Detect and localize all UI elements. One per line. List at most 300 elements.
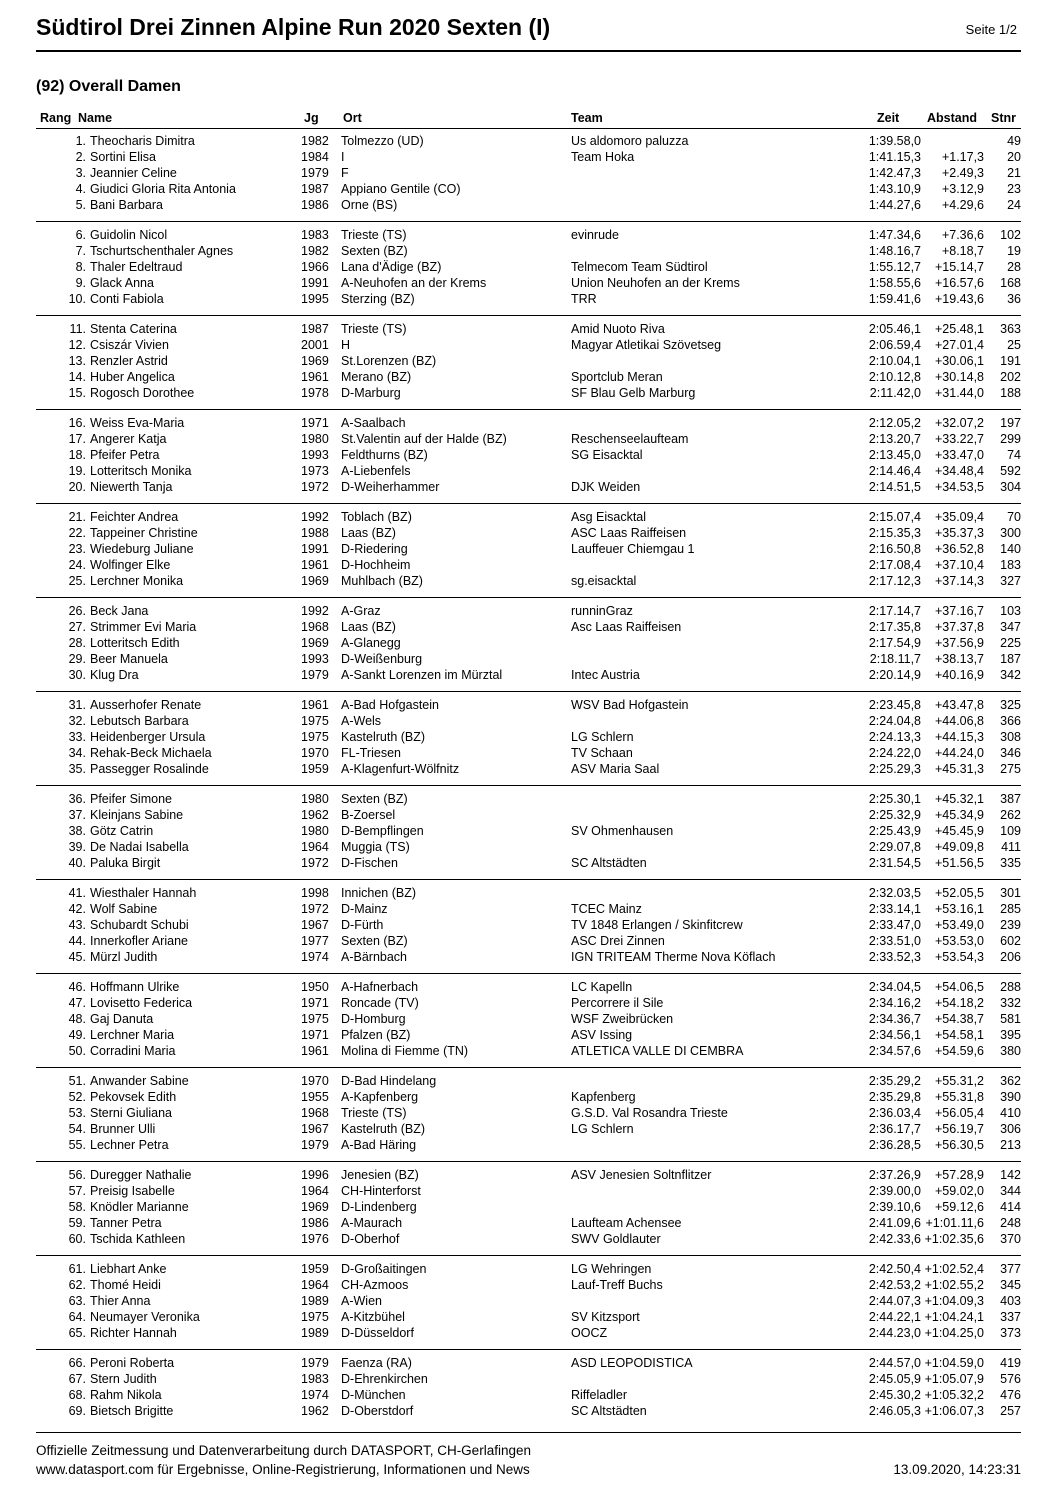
year-cell: 1959 [301, 762, 329, 776]
time-cell: 2:32.03,5 [868, 886, 921, 900]
time-cell: 2:24.13,3 [868, 730, 921, 744]
rank-cell: 31. [68, 698, 86, 712]
result-group [36, 1255, 1021, 1349]
bib-cell: 373 [1000, 1326, 1021, 1340]
name-cell: Thier Anna [90, 1294, 151, 1308]
col-jg: Jg [304, 111, 319, 125]
name-cell: Renzler Astrid [90, 354, 168, 368]
gap-cell: +49.09,8 [934, 840, 984, 854]
team-cell: Union Neuhofen an der Krems [571, 276, 740, 290]
rank-cell: 59. [68, 1216, 86, 1230]
table-row [36, 950, 1021, 966]
gap-cell: +30.14,8 [934, 370, 984, 384]
table-row [36, 150, 1021, 166]
location-cell: B-Zoersel [341, 808, 396, 822]
gap-cell: +3.12,9 [941, 182, 984, 196]
time-cell: 2:06.59,4 [868, 338, 921, 352]
bib-cell: 335 [1000, 856, 1021, 870]
table-row [36, 1388, 1021, 1404]
rank-cell: 22. [68, 526, 86, 540]
gap-cell: +36.52,8 [934, 542, 984, 556]
location-cell: D-Riedering [341, 542, 408, 556]
bib-cell: 19 [1007, 244, 1021, 258]
bib-cell: 25 [1007, 338, 1021, 352]
table-row [36, 448, 1021, 464]
bib-cell: 70 [1007, 510, 1021, 524]
rank-cell: 34. [68, 746, 86, 760]
gap-cell: +54.06,5 [934, 980, 984, 994]
table-row [36, 292, 1021, 308]
year-cell: 1991 [301, 542, 329, 556]
table-row [36, 1294, 1021, 1310]
location-cell: CH-Hinterforst [341, 1184, 421, 1198]
time-cell: 1:39.58,0 [868, 134, 921, 148]
location-cell: H [341, 338, 351, 352]
table-row [36, 698, 1021, 714]
time-cell: 2:34.56,1 [868, 1028, 921, 1042]
team-cell: Asg Eisacktal [571, 510, 647, 524]
location-cell: D-Bempflingen [341, 824, 424, 838]
table-row [36, 1372, 1021, 1388]
rank-cell: 7. [75, 244, 86, 258]
location-cell: D-Düsseldorf [341, 1326, 414, 1340]
name-cell: Pekovsek Edith [90, 1090, 177, 1104]
location-cell: Toblach (BZ) [341, 510, 412, 524]
team-cell: Asc Laas Raiffeisen [571, 620, 682, 634]
name-cell: Huber Angelica [90, 370, 175, 384]
team-cell: Percorrere il Sile [571, 996, 664, 1010]
gap-cell: +56.05,4 [934, 1106, 984, 1120]
location-cell: Jenesien (BZ) [341, 1168, 419, 1182]
result-group [36, 597, 1021, 691]
team-cell: SV Ohmenhausen [571, 824, 674, 838]
location-cell: D-Homburg [341, 1012, 406, 1026]
time-cell: 2:34.57,6 [868, 1044, 921, 1058]
bib-cell: 390 [1000, 1090, 1021, 1104]
time-cell: 2:34.04,5 [868, 980, 921, 994]
name-cell: Theocharis Dimitra [90, 134, 195, 148]
rank-cell: 42. [68, 902, 86, 916]
year-cell: 1969 [301, 354, 329, 368]
time-cell: 2:25.43,9 [868, 824, 921, 838]
location-cell: Sexten (BZ) [341, 244, 408, 258]
name-cell: Lerchner Monika [90, 574, 184, 588]
team-cell: TCEC Mainz [571, 902, 642, 916]
gap-cell: +37.10,4 [934, 558, 984, 572]
name-cell: Rahm Nikola [90, 1388, 162, 1402]
table-row [36, 260, 1021, 276]
table-row [36, 198, 1021, 214]
location-cell: Kastelruth (BZ) [341, 1122, 426, 1136]
year-cell: 1993 [301, 652, 329, 666]
name-cell: Gaj Danuta [90, 1012, 154, 1026]
year-cell: 1970 [301, 1074, 329, 1088]
time-cell: 2:25.29,3 [868, 762, 921, 776]
gap-cell: +54.58,1 [934, 1028, 984, 1042]
rank-cell: 52. [68, 1090, 86, 1104]
bib-cell: 581 [1000, 1012, 1021, 1026]
year-cell: 1973 [301, 464, 329, 478]
gap-cell: +37.14,3 [934, 574, 984, 588]
year-cell: 1959 [301, 1262, 329, 1276]
time-cell: 2:44.23,0 [868, 1326, 921, 1340]
col-stnr: Stnr [991, 111, 1016, 125]
bib-cell: 202 [1000, 370, 1021, 384]
gap-cell: +59.02,0 [934, 1184, 984, 1198]
team-cell: TV Schaan [571, 746, 633, 760]
name-cell: Stern Judith [90, 1372, 157, 1386]
location-cell: Kastelruth (BZ) [341, 730, 426, 744]
team-cell: ATLETICA VALLE DI CEMBRA [571, 1044, 744, 1058]
time-cell: 2:35.29,8 [868, 1090, 921, 1104]
bib-cell: 308 [1000, 730, 1021, 744]
name-cell: Beer Manuela [90, 652, 168, 666]
location-cell: A-Saalbach [341, 416, 406, 430]
gap-cell: +30.06,1 [934, 354, 984, 368]
team-cell: ASV Issing [571, 1028, 633, 1042]
name-cell: Heidenberger Ursula [90, 730, 206, 744]
location-cell: A-Graz [341, 604, 381, 618]
location-cell: D-Fürth [341, 918, 384, 932]
location-cell: Orne (BS) [341, 198, 398, 212]
time-cell: 1:55.12,7 [868, 260, 921, 274]
name-cell: Kleinjans Sabine [90, 808, 184, 822]
bib-cell: 257 [1000, 1404, 1021, 1418]
location-cell: D-Hochheim [341, 558, 411, 572]
time-cell: 2:20.14,9 [868, 668, 921, 682]
rank-cell: 27. [68, 620, 86, 634]
location-cell: D-Oberhof [341, 1232, 400, 1246]
rank-cell: 49. [68, 1028, 86, 1042]
rank-cell: 29. [68, 652, 86, 666]
team-cell: ASC Laas Raiffeisen [571, 526, 687, 540]
table-row [36, 1028, 1021, 1044]
name-cell: Ausserhofer Renate [90, 698, 202, 712]
table-row [36, 370, 1021, 386]
bib-cell: 28 [1007, 260, 1021, 274]
gap-cell: +44.15,3 [934, 730, 984, 744]
location-cell: Trieste (TS) [341, 322, 407, 336]
table-row [36, 730, 1021, 746]
time-cell: 2:25.30,1 [868, 792, 921, 806]
table-row [36, 480, 1021, 496]
time-cell: 2:05.46,1 [868, 322, 921, 336]
time-cell: 2:25.32,9 [868, 808, 921, 822]
time-cell: 2:34.16,2 [868, 996, 921, 1010]
team-cell: SC Altstädten [571, 1404, 647, 1418]
name-cell: Bani Barbara [90, 198, 163, 212]
year-cell: 1992 [301, 604, 329, 618]
gap-cell: +59.12,6 [934, 1200, 984, 1214]
name-cell: Wiesthaler Hannah [90, 886, 197, 900]
table-row [36, 1404, 1021, 1418]
name-cell: Lovisetto Federica [90, 996, 193, 1010]
table-row [36, 276, 1021, 292]
table-row [36, 1106, 1021, 1122]
table-row [36, 668, 1021, 684]
team-cell: Telmecom Team Südtirol [571, 260, 708, 274]
bib-cell: 300 [1000, 526, 1021, 540]
time-cell: 2:42.53,2 [868, 1278, 921, 1292]
rank-cell: 2. [75, 150, 86, 164]
year-cell: 1961 [301, 370, 329, 384]
location-cell: A-Bad Hofgastein [341, 698, 439, 712]
name-cell: Lotteritsch Monika [90, 464, 192, 478]
bib-cell: 411 [1001, 840, 1021, 854]
name-cell: Pfeifer Petra [90, 448, 160, 462]
rank-cell: 62. [68, 1278, 86, 1292]
rank-cell: 10. [68, 292, 86, 306]
year-cell: 1976 [301, 1232, 329, 1246]
table-row [36, 1356, 1021, 1372]
location-cell: Molina di Fiemme (TN) [341, 1044, 469, 1058]
year-cell: 1984 [301, 150, 329, 164]
time-cell: 2:33.51,0 [868, 934, 921, 948]
time-cell: 2:13.20,7 [868, 432, 921, 446]
time-cell: 2:24.22,0 [868, 746, 921, 760]
result-group [36, 973, 1021, 1067]
year-cell: 1987 [301, 182, 329, 196]
table-row [36, 244, 1021, 260]
rank-cell: 36. [68, 792, 86, 806]
location-cell: A-Bad Häring [341, 1138, 417, 1152]
table-row [36, 1184, 1021, 1200]
gap-cell: +35.37,3 [934, 526, 984, 540]
location-cell: I [341, 150, 345, 164]
gap-cell: +32.07,2 [934, 416, 984, 430]
year-cell: 1992 [301, 510, 329, 524]
gap-cell: +38.13,7 [934, 652, 984, 666]
bib-cell: 262 [1000, 808, 1021, 822]
year-cell: 1979 [301, 668, 329, 682]
team-cell: DJK Weiden [571, 480, 641, 494]
year-cell: 1975 [301, 1012, 329, 1026]
table-row [36, 432, 1021, 448]
rank-cell: 30. [68, 668, 86, 682]
bib-cell: 23 [1007, 182, 1021, 196]
time-cell: 2:39.00,0 [868, 1184, 921, 1198]
bib-cell: 140 [1000, 542, 1021, 556]
year-cell: 1972 [301, 480, 329, 494]
gap-cell: +56.19,7 [934, 1122, 984, 1136]
bib-cell: 285 [1000, 902, 1021, 916]
rank-cell: 28. [68, 636, 86, 650]
name-cell: Brunner Ulli [90, 1122, 156, 1136]
result-group [36, 1349, 1021, 1418]
location-cell: Merano (BZ) [341, 370, 412, 384]
rank-cell: 45. [68, 950, 86, 964]
footer-line-2: www.datasport.com für Ergebnisse, Online-Registrierung, Informationen und News [36, 1462, 530, 1477]
rank-cell: 51. [68, 1074, 86, 1088]
time-cell: 2:17.08,4 [868, 558, 921, 572]
year-cell: 1995 [301, 292, 329, 306]
rank-cell: 20. [68, 480, 86, 494]
year-cell: 1982 [301, 134, 329, 148]
gap-cell: +51.56,5 [934, 856, 984, 870]
year-cell: 1964 [301, 1184, 329, 1198]
year-cell: 1972 [301, 902, 329, 916]
table-row [36, 996, 1021, 1012]
name-cell: Angerer Katja [90, 432, 167, 446]
gap-cell: +16.57,6 [934, 276, 984, 290]
time-cell: 2:42.50,4 [868, 1262, 921, 1276]
location-cell: St.Lorenzen (BZ) [341, 354, 437, 368]
year-cell: 1975 [301, 714, 329, 728]
location-cell: Sexten (BZ) [341, 792, 408, 806]
gap-cell: +7.36,6 [941, 228, 984, 242]
table-row [36, 1074, 1021, 1090]
gap-cell: +54.38,7 [934, 1012, 984, 1026]
team-cell: LG Schlern [571, 1122, 634, 1136]
time-cell: 2:42.33,6 [868, 1232, 921, 1246]
time-cell: 2:45.30,2 [868, 1388, 921, 1402]
name-cell: Klug Dra [90, 668, 139, 682]
gap-cell: +8.18,7 [941, 244, 984, 258]
rank-cell: 44. [68, 934, 86, 948]
time-cell: 2:33.47,0 [868, 918, 921, 932]
team-cell: LG Schlern [571, 730, 634, 744]
team-cell: ASD LEOPODISTICA [571, 1356, 693, 1370]
location-cell: Laas (BZ) [341, 620, 396, 634]
name-cell: Sterni Giuliana [90, 1106, 172, 1120]
year-cell: 1969 [301, 636, 329, 650]
gap-cell: +55.31,2 [934, 1074, 984, 1088]
year-cell: 1980 [301, 432, 329, 446]
bib-cell: 74 [1007, 448, 1021, 462]
bib-cell: 476 [1000, 1388, 1021, 1402]
rank-cell: 68. [68, 1388, 86, 1402]
rank-cell: 47. [68, 996, 86, 1010]
name-cell: Peroni Roberta [90, 1356, 175, 1370]
name-cell: Lerchner Maria [90, 1028, 175, 1042]
table-row [36, 166, 1021, 182]
table-row [36, 886, 1021, 902]
name-cell: Hoffmann Ulrike [90, 980, 180, 994]
result-group [36, 879, 1021, 973]
team-cell: ASV Jenesien Soltnflitzer [571, 1168, 712, 1182]
gap-cell: +31.44,0 [934, 386, 984, 400]
year-cell: 1962 [301, 808, 329, 822]
time-cell: 2:34.36,7 [868, 1012, 921, 1026]
rank-cell: 11. [69, 322, 86, 336]
rank-cell: 39. [68, 840, 86, 854]
team-cell: sg.eisacktal [571, 574, 637, 588]
table-row [36, 1216, 1021, 1232]
table-row [36, 1122, 1021, 1138]
bib-cell: 592 [1000, 464, 1021, 478]
location-cell: F [341, 166, 349, 180]
time-cell: 2:37.26,9 [868, 1168, 921, 1182]
rank-cell: 33. [68, 730, 86, 744]
rank-cell: 19. [68, 464, 86, 478]
location-cell: D-Lindenberg [341, 1200, 417, 1214]
footer-rule [36, 1432, 1021, 1433]
time-cell: 2:18.11,7 [869, 652, 921, 666]
time-cell: 1:41.15,3 [868, 150, 921, 164]
year-cell: 1975 [301, 730, 329, 744]
team-cell: runninGraz [571, 604, 633, 618]
location-cell: Appiano Gentile (CO) [341, 182, 461, 196]
rank-cell: 8. [75, 260, 86, 274]
location-cell: Sterzing (BZ) [341, 292, 415, 306]
name-cell: Wolfinger Elke [90, 558, 171, 572]
gap-cell: +37.16,7 [934, 604, 984, 618]
year-cell: 1967 [301, 918, 329, 932]
team-cell: Lauffeuer Chiemgau 1 [571, 542, 695, 556]
table-row [36, 636, 1021, 652]
table-row [36, 980, 1021, 996]
time-cell: 2:12.05,2 [868, 416, 921, 430]
name-cell: Tappeiner Christine [90, 526, 198, 540]
gap-cell: +37.56,9 [934, 636, 984, 650]
name-cell: Anwander Sabine [90, 1074, 189, 1088]
table-row [36, 1326, 1021, 1342]
bib-cell: 109 [1000, 824, 1021, 838]
time-cell: 2:11.42,0 [869, 386, 921, 400]
rank-cell: 67. [68, 1372, 86, 1386]
location-cell: A-Wien [341, 1294, 382, 1308]
location-cell: D-Bad Hindelang [341, 1074, 437, 1088]
year-cell: 1962 [301, 1404, 329, 1418]
name-cell: Conti Fabiola [90, 292, 164, 306]
gap-cell: +34.48,4 [934, 464, 984, 478]
time-cell: 2:33.14,1 [868, 902, 921, 916]
location-cell: D-Fischen [341, 856, 398, 870]
gap-cell: +43.47,8 [934, 698, 984, 712]
table-row [36, 824, 1021, 840]
name-cell: Stenta Caterina [90, 322, 177, 336]
year-cell: 1996 [301, 1168, 329, 1182]
name-cell: Lotteritsch Edith [90, 636, 180, 650]
year-cell: 1993 [301, 448, 329, 462]
table-row [36, 1012, 1021, 1028]
time-cell: 1:42.47,3 [868, 166, 921, 180]
table-row [36, 134, 1021, 150]
gap-cell: +15.14,7 [934, 260, 984, 274]
rank-cell: 58. [68, 1200, 86, 1214]
time-cell: 2:10.12,8 [868, 370, 921, 384]
time-cell: 2:35.29,2 [868, 1074, 921, 1088]
bib-cell: 24 [1007, 198, 1021, 212]
year-cell: 1972 [301, 856, 329, 870]
table-row [36, 322, 1021, 338]
year-cell: 1964 [301, 840, 329, 854]
team-cell: Sportclub Meran [571, 370, 663, 384]
time-cell: 2:31.54,5 [868, 856, 921, 870]
year-cell: 1983 [301, 1372, 329, 1386]
table-row [36, 652, 1021, 668]
team-cell: SWV Goldlauter [571, 1232, 661, 1246]
bib-cell: 346 [1000, 746, 1021, 760]
year-cell: 1974 [301, 950, 329, 964]
gap-cell: +45.31,3 [934, 762, 984, 776]
table-row [36, 574, 1021, 590]
year-cell: 1961 [301, 558, 329, 572]
rank-cell: 66. [68, 1356, 86, 1370]
bib-cell: 414 [1000, 1200, 1021, 1214]
rank-cell: 38. [68, 824, 86, 838]
team-cell: WSV Bad Hofgastein [571, 698, 689, 712]
rank-cell: 61. [68, 1262, 86, 1276]
year-cell: 1971 [301, 1028, 329, 1042]
time-cell: 2:45.05,9 [868, 1372, 921, 1386]
gap-cell: +1:02.35,6 [924, 1232, 984, 1246]
rank-cell: 13. [68, 354, 86, 368]
time-cell: 2:14.46,4 [868, 464, 921, 478]
location-cell: FL-Triesen [341, 746, 401, 760]
team-cell: Reschenseelaufteam [571, 432, 689, 446]
rank-cell: 69. [68, 1404, 86, 1418]
